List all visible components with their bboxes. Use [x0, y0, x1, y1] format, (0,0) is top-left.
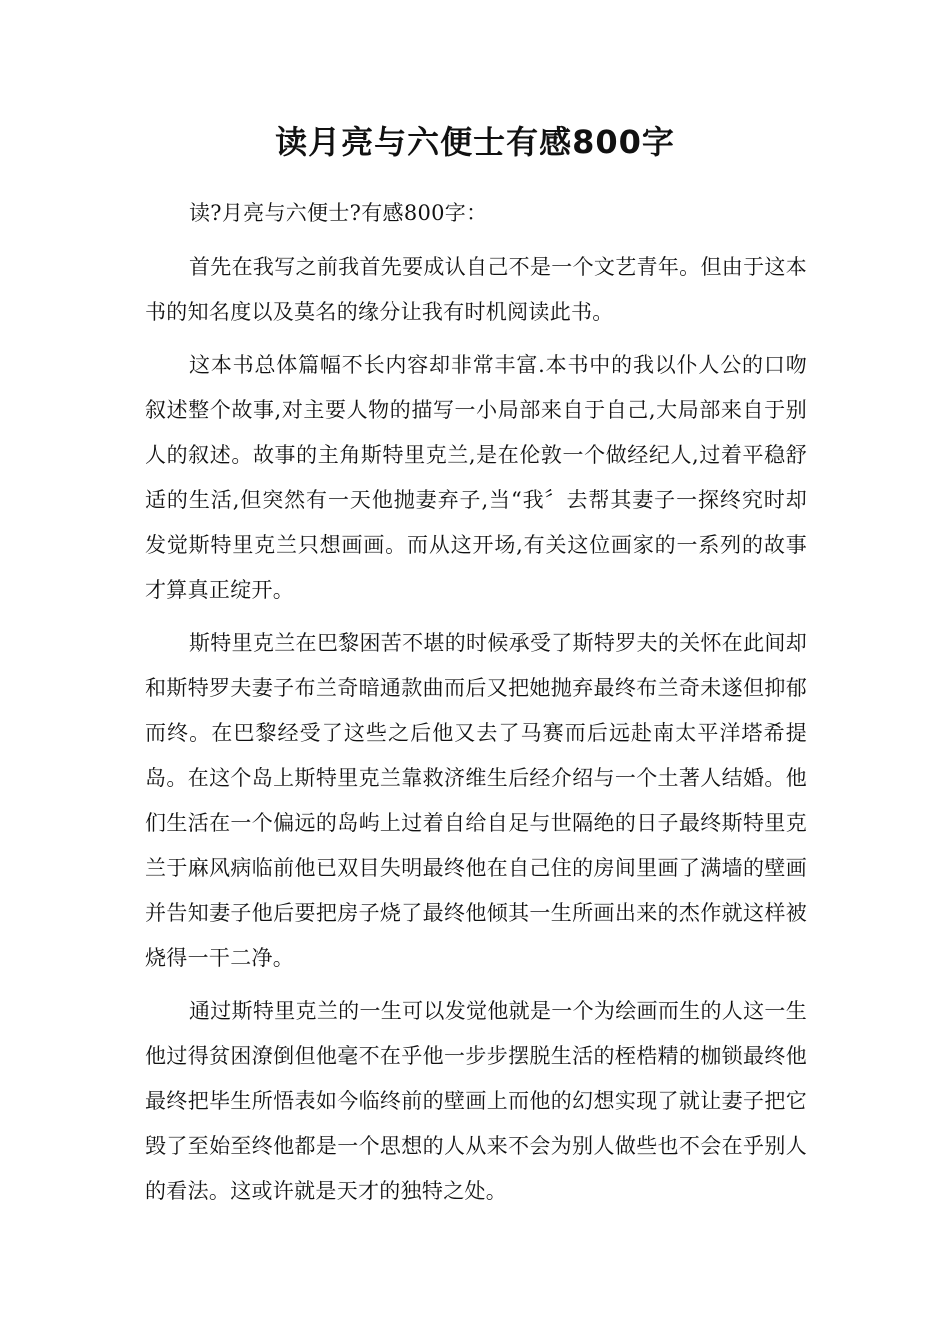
- page-title: 读月亮与六便士有感800字: [275, 123, 675, 161]
- document-body: [145, 191, 807, 1222]
- paragraph: 这本书总体篇幅不长内容却非常丰富.本书中的我以仆人公的口吻叙述整个故事,对主要人物的描写一小局部来自于自己,大局部来自于别人的叙述。故事的主角斯特里克兰,是在伦敦一个做经纪人,过着平稳舒适的生活,但突然有一天他抛妻弃子,当“我〞去帮其妻子一探终究时却发觉斯特里克兰只想画画。而从这开场,有关这位画家的一系列的故事才算真正绽开。: [145, 353, 807, 602]
- paragraph: 通过斯特里克兰的一生可以发觉他就是一个为绘画而生的人这一生他过得贫困潦倒但他毫不在乎他一步步摆脱生活的桎梏精的枷锁最终他最终把毕生所悟表如今临终前的壁画上而他的幻想实现了就让妻子把它毁了至始至终他都是一个思想的人从来不会为别人做些也不会在乎别人的看法。这或许就是天才的独特之处。: [145, 999, 807, 1203]
- paragraph-intro: 读?月亮与六便士?有感800字：: [189, 201, 488, 225]
- paragraph: 首先在我写之前我首先要成认自己不是一个文艺青年。但由于这本书的知名度以及莫名的缘分让我有时机阅读此书。: [145, 255, 807, 324]
- paragraph: 斯特里克兰在巴黎困苦不堪的时候承受了斯特罗夫的关怀在此间却和斯特罗夫妻子布兰奇暗通款曲而后又把她抛弃最终布兰奇未遂但抑郁而终。在巴黎经受了这些之后他又去了马赛而后远赴南太平洋塔希提岛。在这个岛上斯特里克兰靠救济维生后经介绍与一个土著人结婚。他们生活在一个偏远的岛屿上过着自给自足与世隔绝的日子最终斯特里克兰于麻风病临前他已双目失明最终他在自己住的房间里画了满墙的壁画并告知妻子他后要把房子烧了最终他倾其一生所画出来的杰作就这样被烧得一干二净。: [145, 631, 807, 970]
